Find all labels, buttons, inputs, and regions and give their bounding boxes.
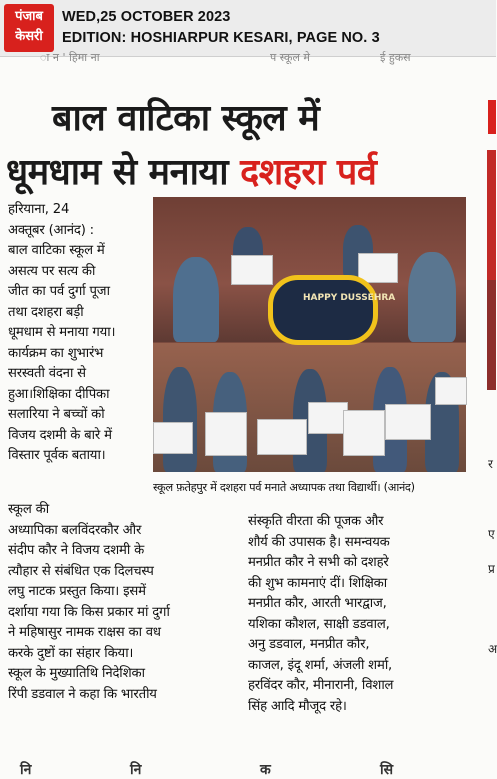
student-drawing [231, 255, 273, 285]
text-line: तथा दशहरा बड़ी [8, 304, 84, 320]
text-line: संदीप कौर ने विजय दशमी के [8, 543, 145, 558]
student-drawing [205, 412, 247, 456]
clipped-next-headline: नि नि क सि [20, 762, 394, 778]
text-line: हरविंदर कौर, मीनारानी, विशाल [248, 678, 394, 693]
text-line: अध्यापिका बलविंदरकौर और [8, 522, 142, 538]
text-line: स्कूल की [8, 502, 49, 517]
text-line: मनप्रीत कौर, आरती भारद्वाज, [248, 596, 387, 611]
adjacent-text-fragment: ए [488, 527, 495, 541]
text-line: यशिका कौशल, साक्षी डडवाल, [248, 616, 390, 632]
clipped-previous-row: ा न ' हिमा ना प स्कूल मे ई हुकस [40, 51, 411, 64]
text-line: रिंपी डडवाल ने कहा कि भारतीय [8, 686, 157, 702]
headline-line-2 [6, 146, 376, 195]
text-line: असत्य पर सत्य की [8, 263, 96, 279]
adjacent-text-fragment: अ [488, 642, 497, 656]
text-line: सलारिया ने बच्चों को [8, 407, 105, 422]
student-drawing [153, 422, 193, 454]
text-line: मनप्रीत कौर ने सभी को दशहरे [248, 555, 389, 570]
text-line: सिंह आदि मौजूद रहे। [248, 698, 347, 714]
logo-line-2: केसरी [15, 29, 43, 44]
adjacent-headline-fragment [488, 100, 496, 134]
logo-line-1: पंजाब [15, 9, 43, 24]
headline-line-2-text: धूमधाम से मनाया [6, 152, 241, 193]
article-column-2 [248, 512, 393, 717]
masthead-bar [0, 0, 496, 57]
student-figure [163, 367, 197, 472]
text-line: विस्तार पूर्वक बताया। [8, 448, 106, 463]
news-photo [153, 197, 466, 472]
text-line: कार्यक्रम का शुभारंभ [8, 345, 104, 361]
text-line: विजय दशमी के बारे में [8, 427, 112, 443]
text-line: बाल वाटिका स्कूल में [8, 243, 105, 258]
text-line: ने महिषासुर नामक राक्षस का वध [8, 625, 161, 640]
text-line: हरियाना, 24 [8, 202, 70, 217]
headline-line-1: बाल वाटिका स्कूल में [52, 98, 320, 139]
text-line: संस्कृति वीरता की पूजक और [248, 514, 384, 529]
edition-date: WED,25 OCTOBER 2023 [62, 9, 231, 25]
headline-highlight: दशहरा पर्व [240, 152, 377, 193]
board-text: HAPPY DUSSEHRA [303, 293, 396, 303]
adjacent-photo-fragment [487, 280, 496, 390]
text-line: त्यौहार से संबंधित एक दिलचस्प [8, 563, 154, 579]
text-line: सरस्वती वंदना से [8, 366, 86, 381]
text-line: की शुभ कामनाएं दीं। शिक्षिका [248, 575, 388, 591]
student-drawing [257, 419, 307, 455]
student-drawing [308, 402, 348, 434]
student-drawing [385, 404, 431, 440]
edition-info: EDITION: HOSHIARPUR KESARI, PAGE NO. 3 [62, 30, 380, 46]
adjacent-text-fragment: र [488, 457, 493, 471]
text-line: शौर्य की उपासक है। समन्वयक [248, 534, 390, 550]
teacher-figure [408, 252, 456, 342]
adjacent-text-fragment: प्र [488, 562, 495, 576]
text-line: करके दुष्टों का संहार किया। [8, 645, 134, 661]
text-line: अनु डडवाल, मनप्रीत कौर, [248, 637, 370, 652]
teacher-figure [173, 257, 219, 342]
text-line: लघु नाटक प्रस्तुत किया। इसमें [8, 584, 146, 599]
student-drawing [358, 253, 398, 283]
student-drawing [435, 377, 467, 405]
text-line: धूमधाम से मनाया गया। [8, 325, 116, 340]
dussehra-board [268, 275, 378, 345]
article-column-1-bottom [8, 500, 170, 705]
photo-caption: स्कूल फ़तेहपुर में दशहरा पर्व मनाते अध्यापक तथा विद्यार्थी। (आनंद) [153, 481, 415, 494]
article-column-1-top [8, 200, 115, 467]
student-drawing [343, 410, 385, 456]
punjab-kesari-logo [4, 4, 54, 52]
text-line: हुआ।शिक्षिका दीपिका [8, 386, 110, 402]
text-line: जीत का पर्व दुर्गा पूजा [8, 284, 110, 299]
text-line: स्कूल के मुख्यातिथि निदेशिका [8, 666, 145, 681]
text-line: अक्तूबर (आनंद) : [8, 222, 94, 238]
text-line: काजल, इंदू शर्मा, अंजली शर्मा, [248, 657, 393, 673]
text-line: दर्शाया गया कि किस प्रकार मां दुर्गा [8, 604, 170, 620]
